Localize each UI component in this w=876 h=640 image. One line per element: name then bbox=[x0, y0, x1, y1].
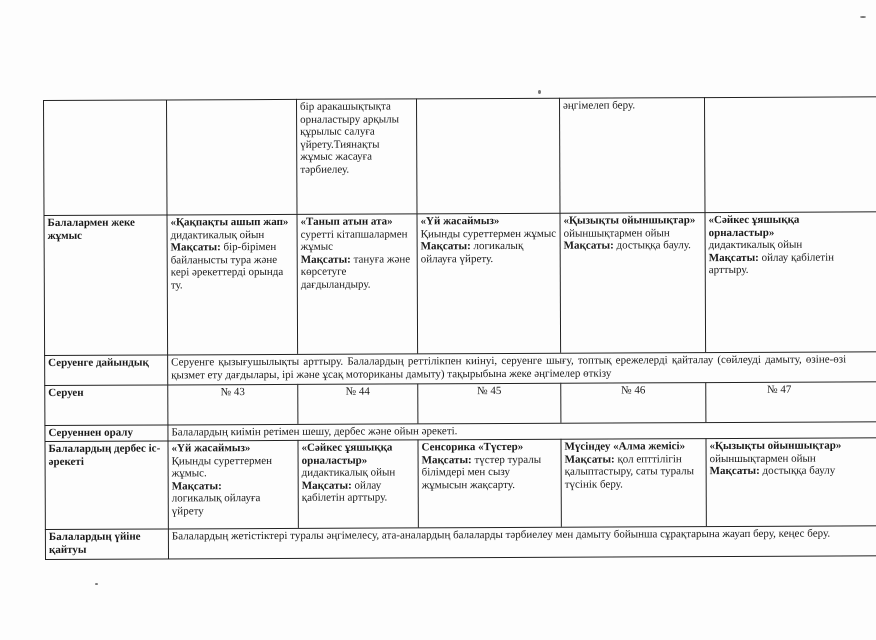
merged-cell: Серуенге қызығушылықты арттыру. Балалардың реттілікпен киінуі, серуенге шығу, топтық ережелерді қайталау (сөйлеуді дамыту, өзіне-өзі қызмет ету дағдылары, ірі және ұсақ моториканы дамыту) тақырыбына жеке әңгімелер өткізу bbox=[167, 351, 876, 384]
table-cell bbox=[166, 99, 297, 215]
cell-text: бір аракашықтықта орналастыру арқылы құрылыс салуға үйрету.Тиянақты жұмыс жасауға тәрбиелеу. bbox=[300, 100, 400, 176]
table-cell bbox=[43, 99, 167, 215]
table-row bbox=[45, 525, 876, 560]
cell-text: әңгімелеп беру. bbox=[563, 99, 636, 112]
walk-number-cell: № 46 bbox=[560, 382, 705, 423]
row-label: Серуен bbox=[44, 384, 167, 425]
walk-number-cell: № 44 bbox=[297, 383, 417, 424]
activity-cell: «Сәйкес ұяшыққа орналастыр» дидактикалық ойын Мақсаты: ойлау қабілетін арттыру. bbox=[297, 439, 417, 528]
walk-number-cell: № 45 bbox=[417, 383, 560, 424]
row-label: Балалармен жеке жұмыс bbox=[44, 214, 168, 355]
activity-cell: «Үй жасаймыз» Қиынды суреттермен жұмыс. Мақсаты: логикалық ойлауға үйрету bbox=[167, 440, 297, 529]
activity-cell: «Қақпақты ашып жап» дидактикалық ойын Мақсаты: бір-бірімен байланысты тура және кері әрекеттерді орында ту. bbox=[167, 214, 298, 355]
activity-cell: Мүсіндеу «Алма жемісі» Мақсаты: қол епттілігін қалыптастыру, саты туралы түсінік беру. bbox=[560, 438, 705, 527]
table-row bbox=[44, 381, 876, 425]
activity-cell: «Қызықты ойыншықтар» ойыншықтармен ойын Мақсаты: достыққа баулу. bbox=[559, 212, 705, 353]
row-label: Серуеннен оралу bbox=[44, 424, 167, 441]
scan-speck bbox=[538, 90, 541, 94]
activity-cell: Сенсорика «Түстер» Мақсаты: түстер туралы білімдері мен сызу жұмысын жақсарту. bbox=[417, 439, 560, 528]
table-cell bbox=[296, 98, 417, 214]
table-row bbox=[44, 351, 876, 385]
row-label: Балалардың үйіне қайтуы bbox=[45, 528, 168, 559]
activity-cell: «Танып атын ата» суретті кітапшалармен жұмыс Мақсаты: тануға және көрсетуге дағдыландыру. bbox=[296, 213, 417, 354]
merged-cell: Балалардың киімін ретімен шешу, дербес және ойын әрекеті. bbox=[167, 421, 876, 440]
activity-cell: «Үй жасаймыз» Қиынды суреттермен жұмыс Мақсаты: логикалық ойлауға үйрету. bbox=[416, 213, 560, 354]
walk-number-cell: № 43 bbox=[167, 384, 297, 425]
activity-cell: «Қызықты ойыншықтар» ойыншықтармен ойын Мақсаты: достыққа баулу bbox=[705, 437, 876, 526]
table-row bbox=[44, 437, 876, 529]
table-row bbox=[43, 96, 876, 215]
table-cell bbox=[416, 98, 560, 214]
merged-cell: Балалардың жетістіктері туралы әңгімелесу, ата-аналардың балаларды тәрбиелеу мен дамыту бойынша сұрақтарына жауап беру, кеңес беру. bbox=[168, 525, 876, 558]
scan-speck bbox=[95, 583, 98, 585]
table-row bbox=[44, 211, 876, 355]
walk-number-cell: № 47 bbox=[705, 381, 876, 422]
scan-speck bbox=[860, 16, 866, 18]
row-label: Балалардың дербес іс-әрекеті bbox=[44, 440, 167, 529]
row-label: Серуенге дайындық bbox=[44, 354, 167, 385]
table-cell bbox=[704, 96, 876, 212]
schedule-table bbox=[43, 96, 876, 556]
table-cell bbox=[559, 97, 705, 213]
activity-cell: «Сәйкес ұяшыққа орналастыр» дидактикалық ойын Мақсаты: ойлау қабілетін арттыру. bbox=[704, 211, 876, 352]
